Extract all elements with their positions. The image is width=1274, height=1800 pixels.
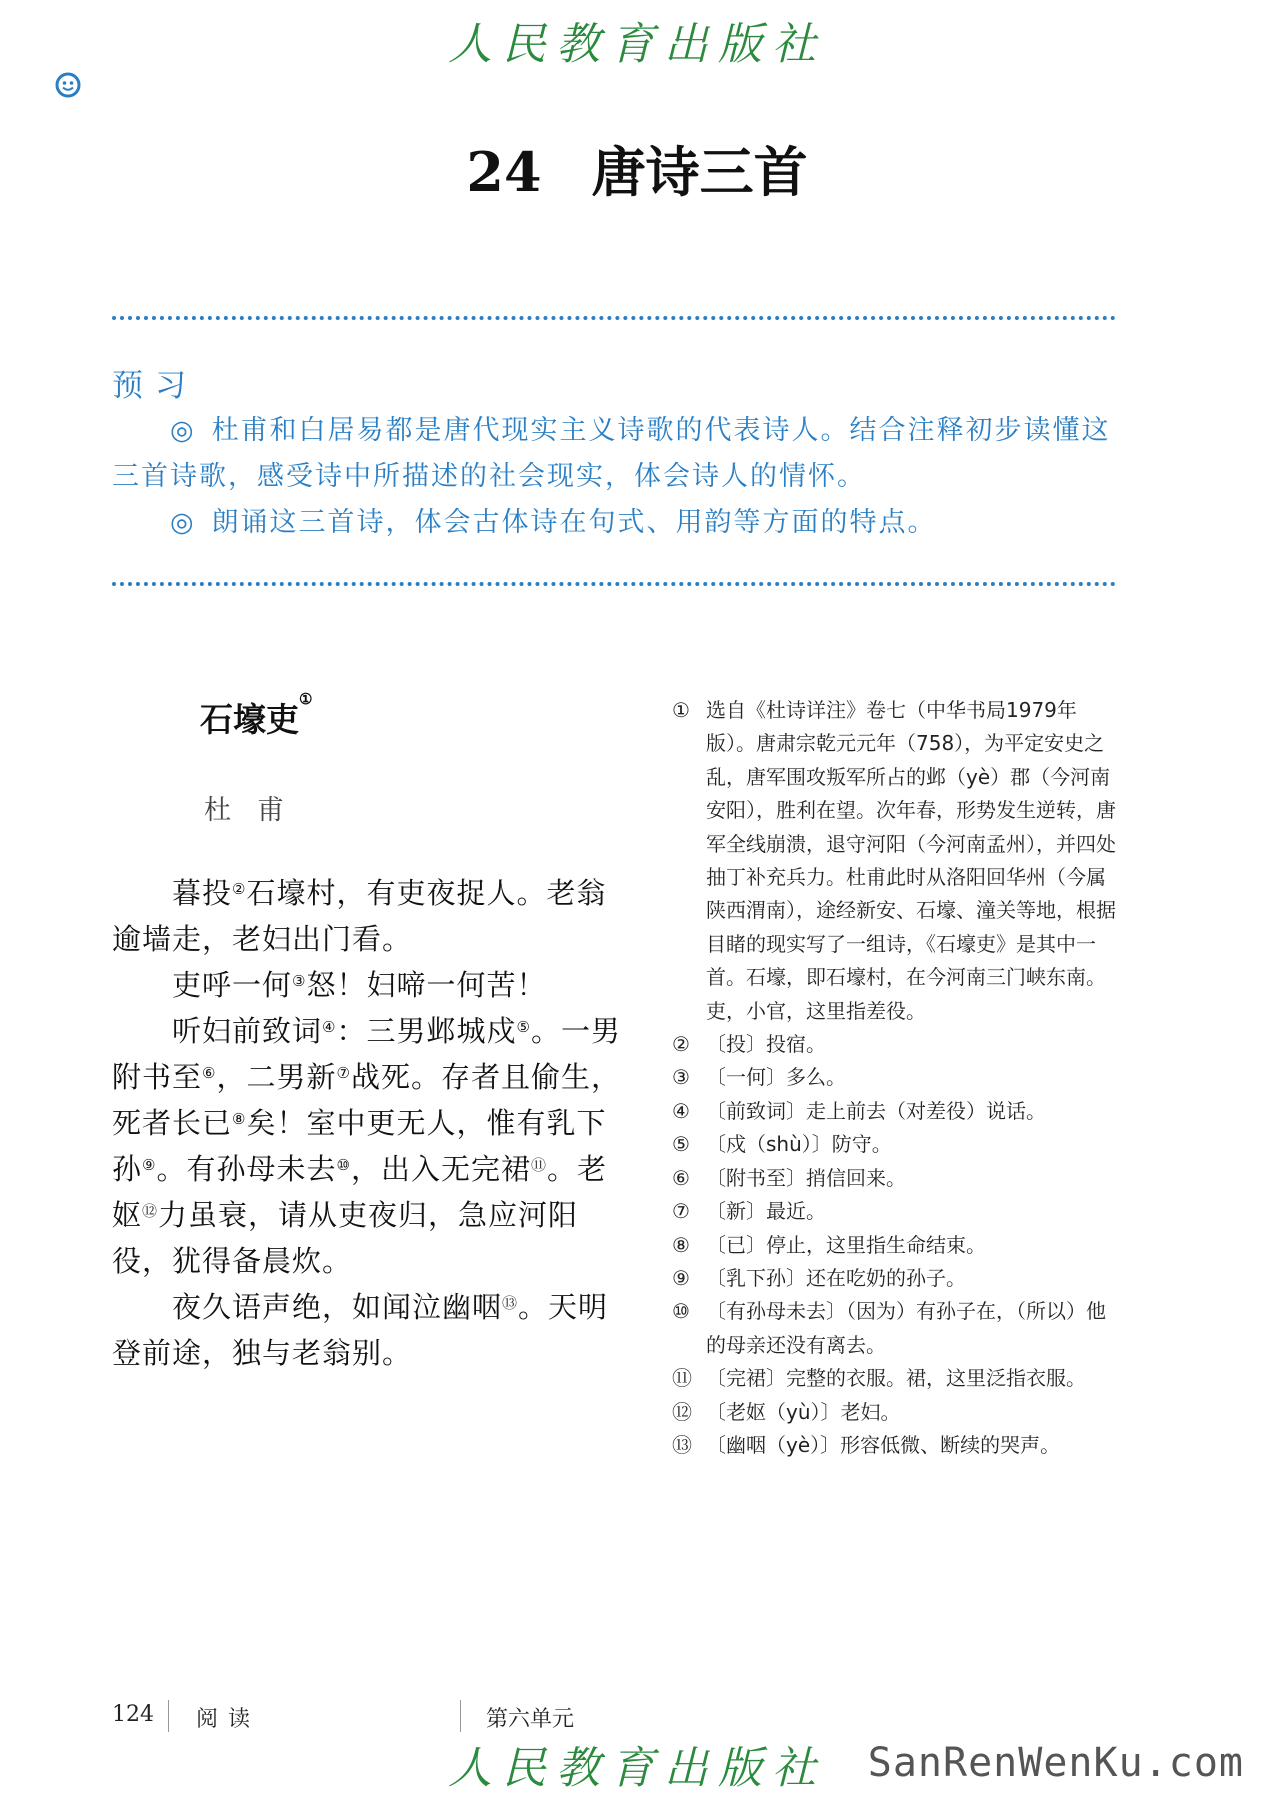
footnote-text: 〔前致词〕走上前去（对差役）说话。 xyxy=(706,1098,1046,1123)
lesson-title xyxy=(0,130,1274,207)
poem-text: 石壕村，有吏夜捉人。老翁逾墙走，老妇出门看。 xyxy=(112,876,607,956)
footnote-item xyxy=(672,1262,1118,1295)
poem-body xyxy=(112,870,632,1376)
footnote-item xyxy=(672,1028,1118,1061)
preview-item-text: 朗诵这三首诗，体会古体诗在句式、用韵等方面的特点。 xyxy=(211,507,937,538)
poem-paragraph xyxy=(112,870,632,962)
footer-unit: 第六单元 xyxy=(486,1707,575,1732)
divider-bottom xyxy=(112,582,1116,586)
footnote-ref[interactable]: ⑬ xyxy=(502,1294,519,1312)
footnote-text: 〔乳下孙〕还在吃奶的孙子。 xyxy=(706,1265,966,1290)
footnote-item xyxy=(672,1295,1118,1362)
footnote-text: 〔附书至〕捎信回来。 xyxy=(706,1165,906,1190)
footnote-ref[interactable]: ⑥ xyxy=(202,1064,217,1082)
poem-text: 怒！妇啼一何苦！ xyxy=(306,968,547,1002)
poem-text: 。有孙母未去 xyxy=(156,1152,337,1186)
footnote-item xyxy=(672,694,1118,1028)
poem-title xyxy=(200,690,313,741)
site-watermark: SanRenWenKu.com xyxy=(867,1740,1244,1786)
footnote-marker: ③ xyxy=(672,1065,690,1090)
footnote-text: 〔戍（shù）〕防守。 xyxy=(706,1132,892,1157)
footnote-item xyxy=(672,1195,1118,1228)
footnote-ref[interactable]: ⑤ xyxy=(516,1018,531,1036)
poem-text: 夜久语声绝，如闻泣幽咽 xyxy=(172,1290,503,1324)
poem-text: 吏呼一何 xyxy=(172,968,293,1002)
footnote-text: 〔完裙〕完整的衣服。裙，这里泛指衣服。 xyxy=(706,1366,1086,1391)
footnote-ref[interactable]: ⑨ xyxy=(142,1156,157,1174)
page-number: 124 xyxy=(112,1702,154,1727)
poem-paragraph xyxy=(112,1008,632,1284)
poem-text: 暮投 xyxy=(172,876,233,910)
footnote-text: 〔有孙母未去〕（因为）有孙子在，（所以）他的母亲还没有离去。 xyxy=(706,1299,1106,1357)
poem-author: 杜甫 xyxy=(204,795,310,826)
poem-text: 矣！室中更无人，惟有乳下孙 xyxy=(112,1106,607,1186)
preview-item-2 xyxy=(112,500,1116,546)
poem-text: ，出入无完裙 xyxy=(350,1152,531,1186)
bullet-icon: ◎ xyxy=(170,415,196,446)
footnote-item xyxy=(672,1095,1118,1128)
footnote-marker: ⑩ xyxy=(672,1299,690,1324)
footnote-text: 〔老妪（yù）〕老妇。 xyxy=(706,1399,901,1424)
footnote-ref[interactable]: ③ xyxy=(292,972,307,990)
footnote-ref[interactable]: ④ xyxy=(322,1018,337,1036)
footnote-marker: ⑪ xyxy=(672,1366,692,1391)
poem-paragraph xyxy=(112,962,632,1008)
footer-divider xyxy=(168,1700,169,1732)
poem-text: ：三男邺城戍 xyxy=(336,1014,517,1048)
lesson-title-text: 唐诗三首 xyxy=(591,140,808,204)
publisher-logo-bottom: 人民教育出版社 xyxy=(448,1743,826,1794)
footnote-ref[interactable]: ⑫ xyxy=(142,1202,159,1220)
poem-text: ，二男新 xyxy=(216,1060,337,1094)
poem-text: 听妇前致词 xyxy=(172,1014,323,1048)
footnote-marker: ⑤ xyxy=(672,1132,690,1157)
footer-divider xyxy=(460,1700,461,1732)
preview-item-1 xyxy=(112,408,1116,500)
footnote-text: 〔投〕投宿。 xyxy=(706,1032,826,1057)
poem-text: 战死。存者且偷生，死者长已 xyxy=(112,1060,621,1140)
preview-item-text: 杜甫和白居易都是唐代现实主义诗歌的代表诗人。结合注释初步读懂这三首诗歌，感受诗中所描述的社会现实，体会诗人的情怀。 xyxy=(112,415,1111,492)
footnote-marker: ⑫ xyxy=(672,1399,692,1424)
footnote-marker: ⑬ xyxy=(672,1432,692,1457)
poem-text: 。一男附书至 xyxy=(112,1014,621,1094)
footnote-marker: ⑨ xyxy=(672,1265,690,1290)
poem-text: 力虽衰，请从吏夜归，急应河阳役，犹得备晨炊。 xyxy=(112,1198,579,1278)
footnote-item xyxy=(672,1362,1118,1395)
divider-top xyxy=(112,316,1116,320)
poem-title-text: 石壕吏 xyxy=(200,700,299,739)
footnote-item xyxy=(672,1061,1118,1094)
footer-section: 阅读 xyxy=(196,1707,261,1732)
footnote-ref[interactable]: ② xyxy=(232,880,247,898)
poem-text: 。老妪 xyxy=(112,1152,607,1232)
footnote-text: 〔一何〕多么。 xyxy=(706,1065,846,1090)
footnote-item xyxy=(672,1229,1118,1262)
footnote-text: 选自《杜诗详注》卷七（中华书局1979年版）。唐肃宗乾元元年（758），为平定安史之乱，唐军围攻叛军所占的邺（yè）郡（今河南安阳），胜利在望。次年春，形势发生逆转，唐军全线崩溃，退守河阳（今河南孟州），并四处抽丁补充兵力。杜甫此时从洛阳回华州（今属陕西渭南），途经新安、石壕、潼关等地，根据目睹的现实写了一组诗，《石壕吏》是其中一首。石壕，即石壕村，在今河南三门峡东南。吏，小官，这里指差役。 xyxy=(706,698,1116,1023)
footnote-ref[interactable]: ⑧ xyxy=(232,1110,247,1128)
footnote-marker: ① xyxy=(672,698,690,722)
footnotes xyxy=(672,694,1118,1462)
footnote-text: 〔幽咽（yè）〕形容低微、断续的哭声。 xyxy=(706,1432,1061,1457)
bullet-icon: ◎ xyxy=(170,507,196,538)
footnote-text: 〔新〕最近。 xyxy=(706,1199,826,1224)
footnote-marker: ④ xyxy=(672,1098,690,1123)
footnote-text: 〔已〕停止，这里指生命结束。 xyxy=(706,1232,986,1257)
footnote-item xyxy=(672,1396,1118,1429)
footnote-marker: ⑦ xyxy=(672,1199,690,1224)
footnote-ref[interactable]: ⑦ xyxy=(336,1064,351,1082)
footnote-item xyxy=(672,1162,1118,1195)
preview-heading: 预习 xyxy=(112,368,198,404)
footnote-item xyxy=(672,1429,1118,1462)
poem-text: 。天明登前途，独与老翁别。 xyxy=(112,1290,609,1370)
poem-paragraph xyxy=(112,1284,632,1376)
publisher-logo-top: 人民教育出版社 xyxy=(448,19,826,70)
footnote-ref[interactable]: ⑩ xyxy=(336,1156,351,1174)
smiley-icon xyxy=(55,72,81,98)
footnote-marker: ⑧ xyxy=(672,1232,690,1257)
footnote-marker: ⑥ xyxy=(672,1165,690,1190)
footnote-ref[interactable]: ① xyxy=(299,690,313,708)
footnote-marker: ② xyxy=(672,1032,690,1057)
lesson-number: 24 xyxy=(466,140,542,204)
footnote-ref[interactable]: ⑪ xyxy=(530,1156,547,1174)
footnote-item xyxy=(672,1128,1118,1161)
